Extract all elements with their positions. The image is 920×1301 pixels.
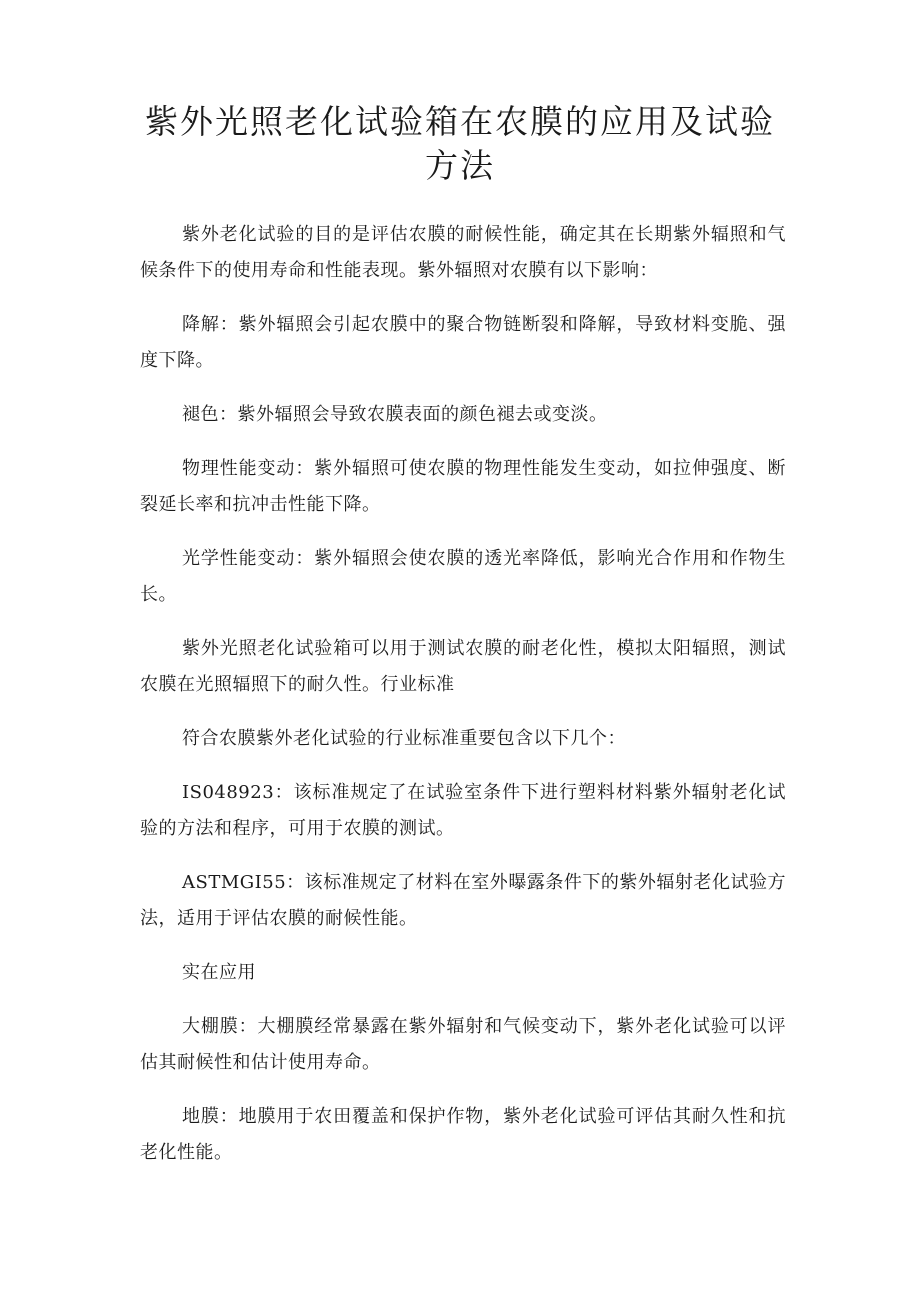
document-body: [140, 217, 786, 1189]
paragraph-applications-heading: 实在应用: [182, 962, 256, 983]
paragraph-optical-properties: 光学性能变动：紫外辐照会使农膜的透光率降低，影响光合作用和作物生长。: [140, 548, 786, 605]
document-title: 紫外光照老化试验箱在农膜的应用及试验方法: [145, 102, 775, 185]
paragraph-greenhouse-film: 大棚膜：大棚膜经常暴露在紫外辐射和气候变动下，紫外老化试验可以评估其耐候性和估计使用寿命。: [140, 1016, 786, 1073]
paragraph-mulch-film: 地膜：地膜用于农田覆盖和保护作物，紫外老化试验可评估其耐久性和抗老化性能。: [140, 1106, 786, 1163]
paragraph-purpose: 紫外老化试验的目的是评估农膜的耐候性能，确定其在长期紫外辐照和气候条件下的使用寿命和性能表现。紫外辐照对农膜有以下影响：: [140, 224, 786, 281]
paragraph-standard-iso: IS048923：该标准规定了在试验室条件下进行塑料材料紫外辐射老化试验的方法和程序，可用于农膜的测试。: [140, 782, 786, 839]
paragraph-physical-properties: 物理性能变动：紫外辐照可使农膜的物理性能发生变动，如拉伸强度、断裂延长率和抗冲击性能下降。: [140, 458, 786, 515]
paragraph-fading: 褪色：紫外辐照会导致农膜表面的颜色褪去或变淡。: [182, 404, 608, 425]
paragraph-standards-intro: 符合农膜紫外老化试验的行业标准重要包含以下几个：: [182, 728, 626, 749]
paragraph-standard-astm: ASTMGI55：该标准规定了材料在室外曝露条件下的紫外辐射老化试验方法，适用于评估农膜的耐候性能。: [140, 872, 786, 929]
paragraph-degradation: 降解：紫外辐照会引起农膜中的聚合物链断裂和降解，导致材料变脆、强度下降。: [140, 314, 786, 371]
paragraph-test-chamber: 紫外光照老化试验箱可以用于测试农膜的耐老化性，模拟太阳辐照，测试农膜在光照辐照下的耐久性。行业标准: [140, 638, 786, 695]
